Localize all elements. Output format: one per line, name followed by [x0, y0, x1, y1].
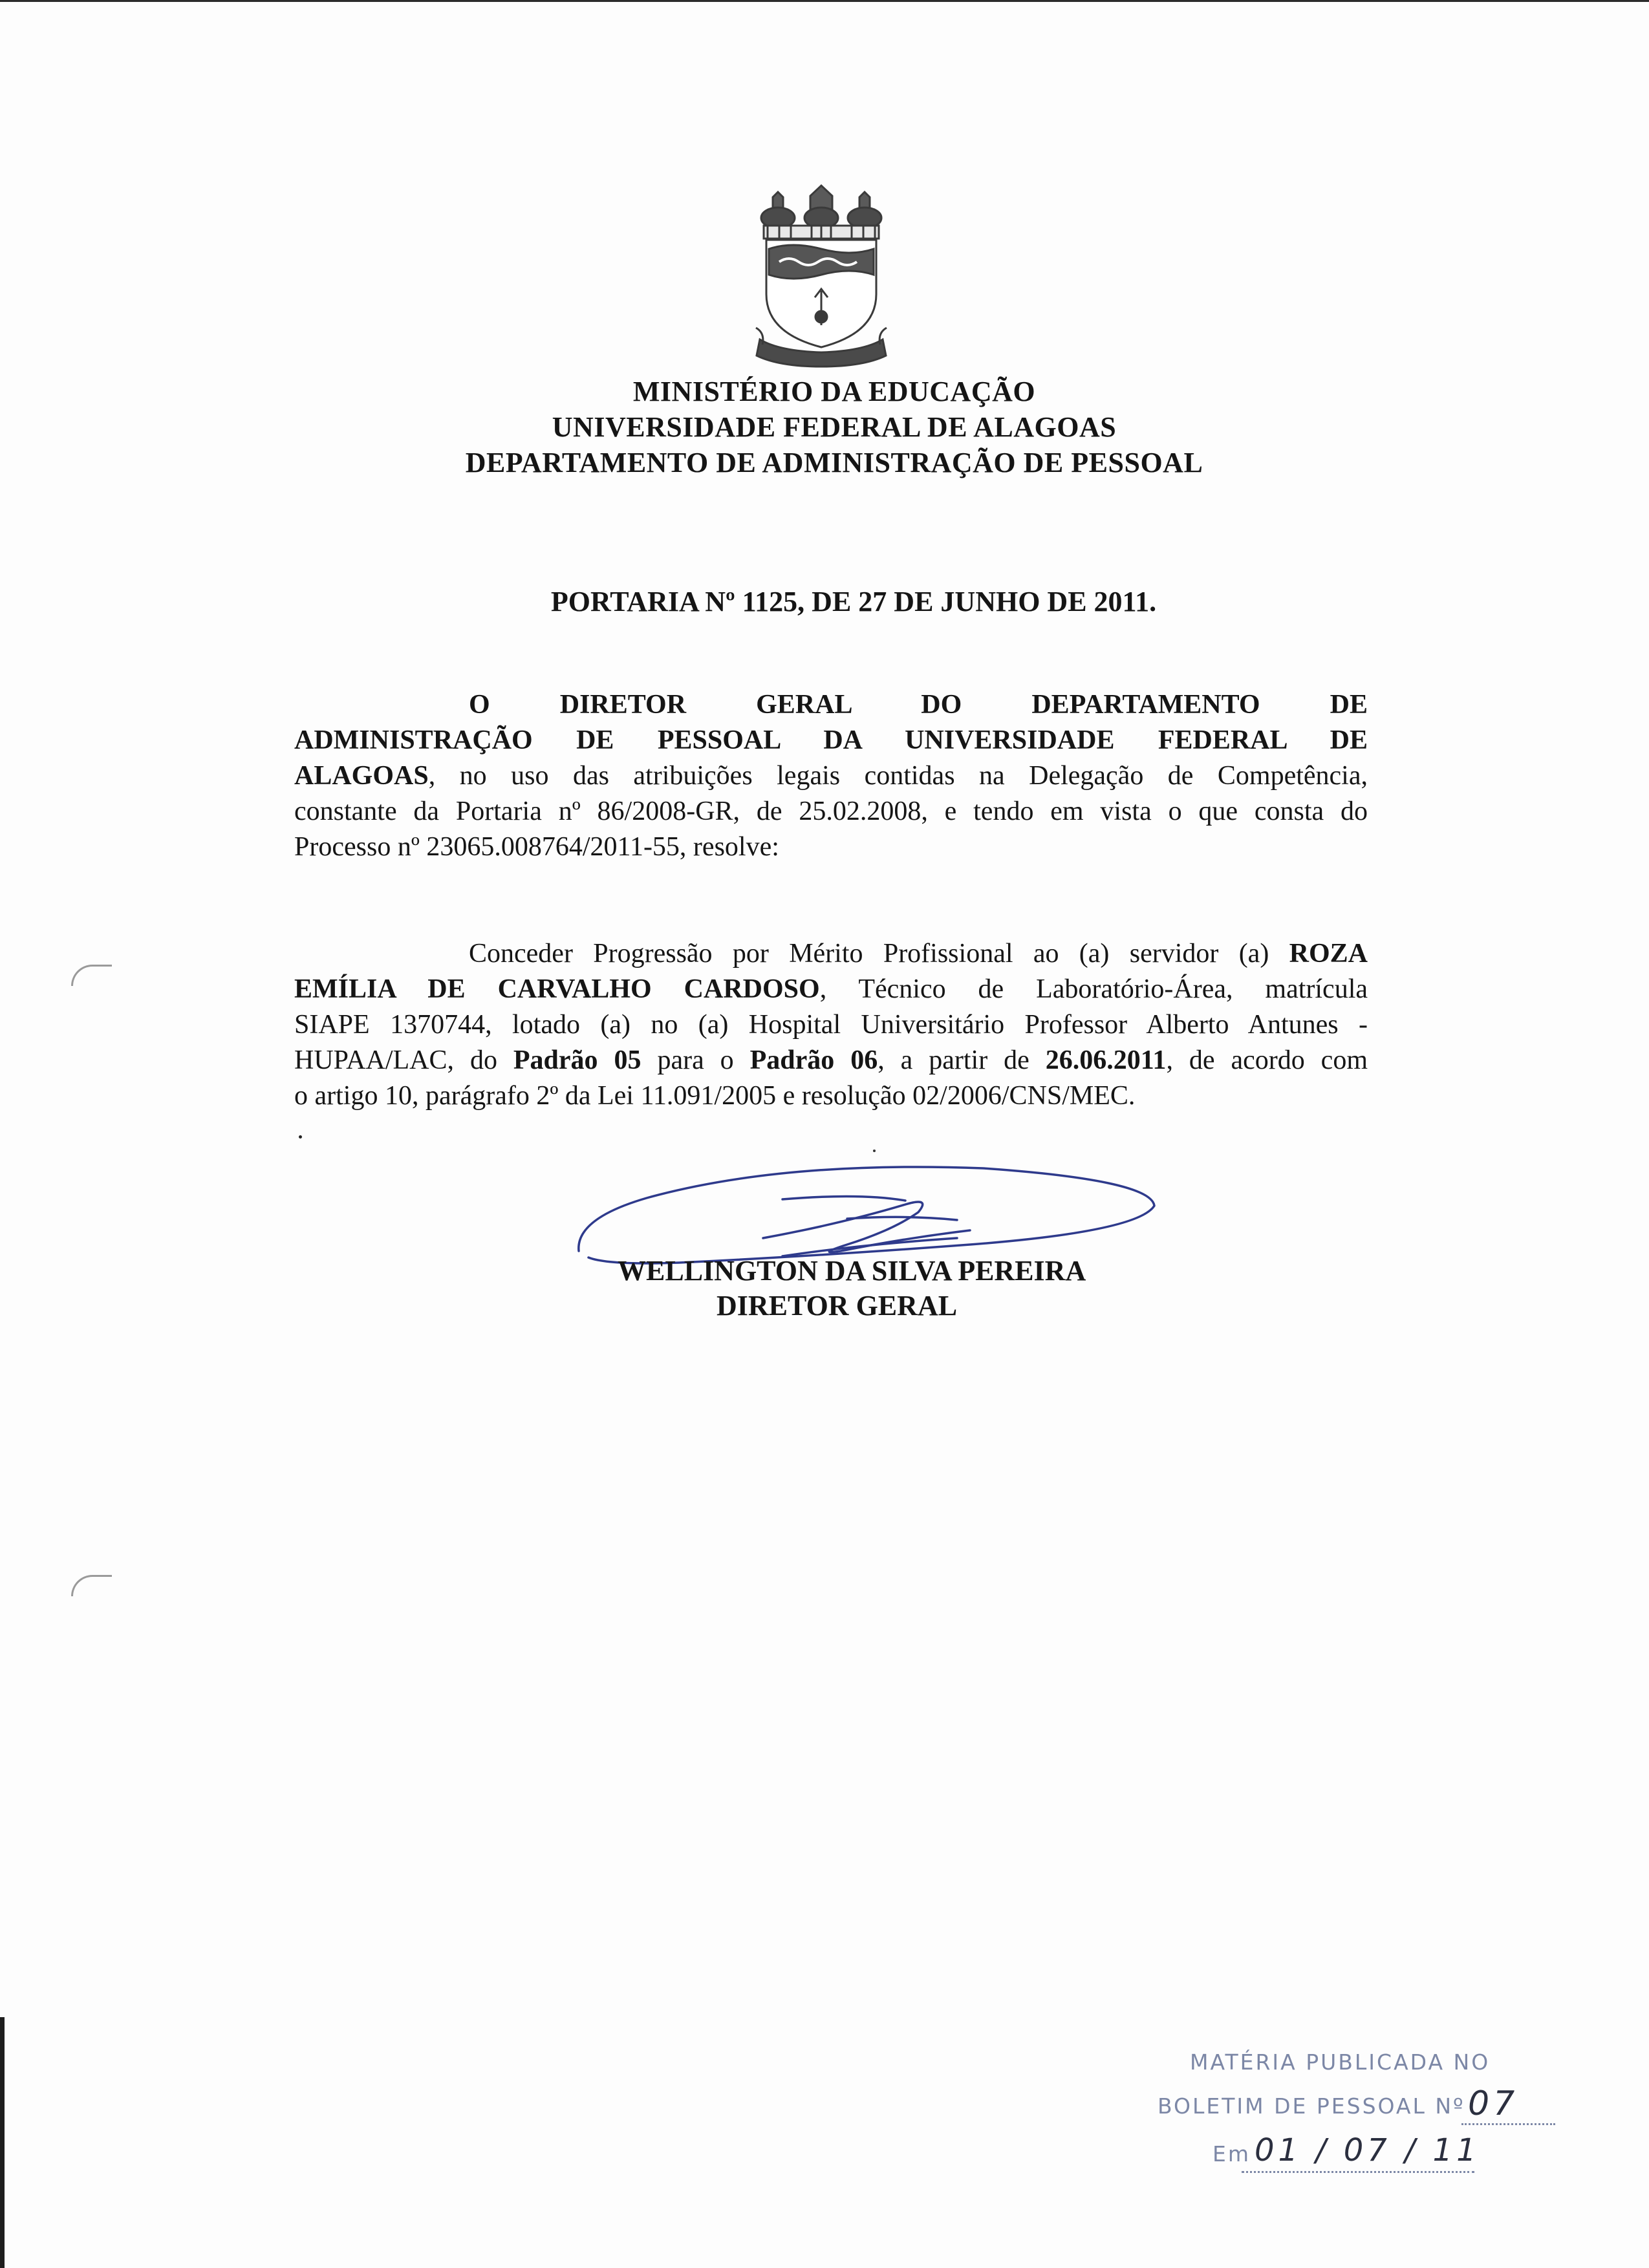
body-text: Conceder Progressão por Mérito Profissional ao (a) servidor (a): [469, 939, 1289, 968]
preamble-paragraph: [294, 687, 1368, 865]
body-text: , no uso das atribuições legais contidas na Delegação de Competência,: [428, 761, 1368, 791]
punch-hole-mark: [71, 1575, 112, 1596]
stamp-text: Em: [1212, 2141, 1251, 2166]
signatory-title: DIRETOR GERAL: [717, 1290, 958, 1321]
bold-text: ALAGOAS: [294, 761, 429, 791]
bold-text: 26.06.2011: [1045, 1045, 1167, 1075]
scan-top-edge: [0, 0, 1649, 2]
preamble-line: [294, 758, 1368, 794]
stamp-text: BOLETIM DE PESSOAL Nº: [1158, 2093, 1465, 2119]
portaria-title: PORTARIA Nº 1125, DE 27 DE JUNHO DE 2011.: [550, 586, 1157, 617]
publication-stamp: [1151, 2043, 1578, 2179]
bold-text: Padrão 06: [749, 1045, 878, 1075]
document-header: [0, 374, 1649, 480]
resolution-line: [294, 972, 1368, 1007]
punch-hole-mark: [71, 965, 112, 986]
stamp-text: MATÉRIA PUBLICADA NO: [1190, 2049, 1491, 2075]
university-heading: UNIVERSIDADE FEDERAL DE ALAGOAS: [552, 411, 1117, 443]
body-text: para o: [641, 1045, 750, 1075]
preamble-line: O DIRETOR GERAL DO DEPARTAMENTO DE: [469, 690, 1368, 720]
bold-text: EMÍLIA DE CARVALHO CARDOSO: [294, 974, 820, 1004]
handwritten-date: 01 / 07 / 11: [1255, 2132, 1480, 2168]
stray-mark: [299, 1135, 302, 1139]
signatory-name: WELLINGTON DA SILVA PEREIRA: [618, 1255, 1086, 1287]
resolution-line: [294, 1043, 1368, 1078]
bold-text: ROZA: [1289, 939, 1368, 968]
scan-left-edge: [0, 2017, 5, 2268]
stamp-rule: [1461, 2123, 1555, 2125]
preamble-line: constante da Portaria nº 86/2008-GR, de 25.02.2008, e tendo em vista o que consta do: [294, 797, 1368, 826]
stamp-rule: [1242, 2171, 1474, 2173]
body-text: , de acordo com: [1166, 1045, 1368, 1075]
resolution-line: [294, 936, 1368, 972]
preamble-line: ADMINISTRAÇÃO DE PESSOAL DA UNIVERSIDADE FEDERAL DE: [294, 725, 1368, 755]
body-text: HUPAA/LAC, do: [294, 1045, 513, 1075]
resolution-line: SIAPE 1370744, lotado (a) no (a) Hospital Universitário Professor Alberto Antunes -: [294, 1010, 1368, 1040]
university-crest-icon: [753, 178, 889, 372]
handwritten-number: 07: [1468, 2084, 1519, 2123]
bold-text: Padrão 05: [513, 1045, 641, 1075]
department-heading: DEPARTAMENTO DE ADMINISTRAÇÃO DE PESSOAL: [465, 447, 1203, 478]
resolution-line: o artigo 10, parágrafo 2º da Lei 11.091/2005 e resolução 02/2006/CNS/MEC.: [294, 1081, 1136, 1111]
resolution-paragraph: [294, 936, 1368, 1114]
body-text: , Técnico de Laboratório-Área, matrícula: [819, 974, 1368, 1004]
body-text: , a partir de: [878, 1045, 1046, 1075]
ministry-heading: MINISTÉRIO DA EDUCAÇÃO: [632, 376, 1036, 407]
preamble-line: Processo nº 23065.008764/2011-55, resolve:: [294, 832, 779, 862]
